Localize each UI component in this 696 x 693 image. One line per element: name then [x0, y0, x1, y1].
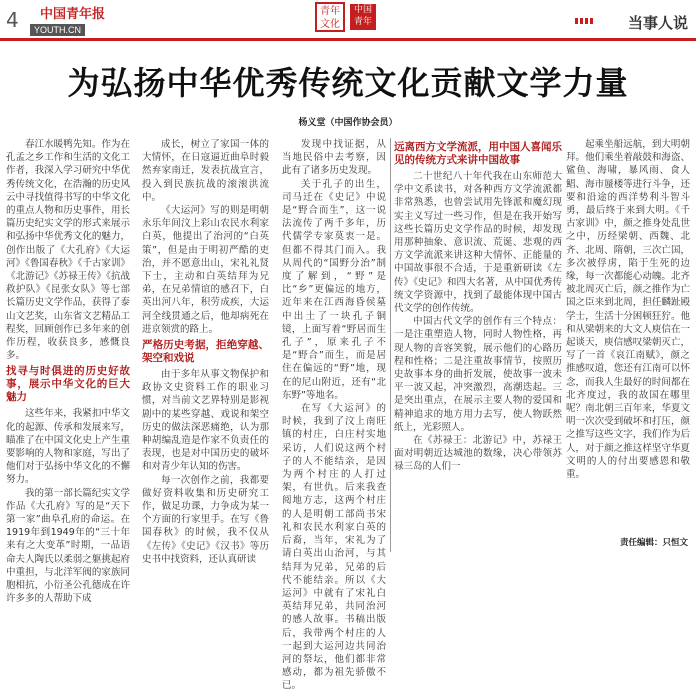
paragraph: 关于孔子的出生，司马迁在《史记》中说是“野合而生”，这一说法流传了两千多年，历代儒学专家莫衷一是。但都不得其门而入。我从周代的“国野分治”制度了解到，“野”是比“乡”更偏远的地方，近年来在江西海昏侯墓中出土了一块孔子铜镜，上面写着“野居而生孔子”，原来孔子不是“野合”而生，而是居住在偏远的“野”地，现在的尼山附近，还有“北东野”等地名。: [282, 178, 386, 401]
column-divider: [390, 138, 391, 552]
article-column-3: [282, 138, 386, 692]
column-seal: 青年文化: [315, 2, 345, 32]
page-number: 4: [6, 8, 19, 32]
article-column-4: [394, 138, 562, 552]
paragraph: 发现中找证据，从当地民俗中去考察，因此有了诸多历史发现。: [282, 139, 386, 177]
paragraph: 每一次创作之前，我都要做好资料收集和历史研究工作，做足功课，力争成为某一个方面的行家里手。在写《鲁国春秋》的时候，我不仅从《左传》《史记》《汉书》等历史书中找资料，还认真研读: [142, 474, 269, 565]
paragraph: 中国古代文学的创作有三个特点：一是注重塑造人物，同时人物性格，再现人物的音容笑貌，展示他们的心路历程和性格；二是注重故事情节，按照历史故事本身的曲折发展，使故事一波未平一波又起，冲突激烈，高潮迭起。三是突出重点，在展示主要人物的爱国和精神追求的地方用力去写，使人物跃然纸上，光彩照人。: [394, 316, 562, 433]
paragraph: 这些年来，我紧扣中华文化的起源、传承和发展来写，瞄准了在中国文化史上产生重要影响的人物和家庭，写出了他们对于弘扬中华文化的不懈努力。: [6, 408, 130, 486]
paragraph: 成长，树立了家国一体的大情怀，在日寇逼近曲阜时毅然弃家南迁，发表抗战宣言，投入到民族抗战的滚滚洪流中。: [142, 139, 269, 203]
subheading: 远离西方文学流派，用中国人喜闻乐见的传统方式来讲中国故事: [394, 141, 562, 166]
section-title: 当事人说: [627, 14, 688, 32]
paragraph: 在写《大运河》的时候，我到了汶上南旺镇的村庄，白庄村实地采访，人们说这两个村子的人不能结亲，是因为两个村庄的人打过架，有世仇。后来我查阅地方志，这两个村庄的人是明朝工部尚书宋礼和农民水利家白英的后裔，当年，宋礼为了请白英出山治河，与其结拜为兄弟，兄弟的后代不能结亲。所以《大运河》中就有了宋礼白英结拜兄弟，共同治河的感人故事。书稿出版后，我带两个村庄的人一起到大运河边共同治河的祭坛，他们都非常感动，都为祖先骄傲不已。: [282, 403, 386, 692]
subheading: 严格历史考据，拒绝穿越、架空和戏说: [142, 339, 269, 365]
page-header: [0, 0, 696, 44]
subheading: 找寻与时俱进的历史好故事，展示中华文化的巨大魅力: [6, 365, 130, 404]
article-title: 为弘扬中华优秀传统文化贡献文学力量: [67, 64, 629, 102]
paragraph: 《大运河》写的则是明朝永乐年间汶上彩山农民水利家白英，他提出了治河的“白英策”，但是由于明初严酷的吏治，并不愿意出山，宋礼礼贤下士，主动和白英结拜为兄弟，在兄弟情谊的感召下，白英出河八年，积劳成疾，大运河全线贯通之后，他却病死在进京领赏的路上。: [142, 205, 269, 335]
article-column-1: [6, 138, 130, 605]
section-decoration: [575, 18, 595, 24]
site-url[interactable]: YOUTH.CN: [30, 24, 85, 36]
article-byline: 杨义堂（中国作协会员）: [298, 118, 398, 128]
column-seal-red: 中国青年: [350, 4, 376, 30]
newspaper-logo: 中国青年报: [40, 7, 106, 22]
paragraph: 由于多年从事文物保护和政协文史资料工作的职业习惯，对当前文艺界特别是影视剧中的某些穿越、戏说和架空历史的做法深恶痛绝，认为那种胡编乱造是作家不负责任的表现，也是对中国历史的破坏和对青少年认知的伤害。: [142, 369, 269, 473]
paragraph: 春江水暖鸭先知。作为在孔孟之乡工作和生活的文化工作者，我深入学习研究中华优秀传统文化，在浩瀚的历史风云中寻找值得书写的中华文化的重点人物和历史事件，用长篇历史纪实文学的形式来展示和弘扬中华优秀文化的魅力，创作出版了《大孔府》《大运河》《鲁国春秋》《千古家训》《北游记》《苏禄王传》《抗战救护队》《昆张女队》等七部长篇历史文学作品，获得了泰山文艺奖，山东省文艺精品工程奖，回顾创作已多年来的创作历程，收获良多，感慨良多。: [6, 139, 130, 362]
editor-credit: 责任编辑：只恒文: [616, 536, 688, 548]
paragraph: 我的第一部长篇纪实文学作品《大孔府》写的是“天下第一家”曲阜孔府的命运。在1919年到1949年的“三十年来有之大变革”时期，一品语命夫人陶氏以柔弱之躯挑起府中重担，与北洋军阀的家族同胞相抗，小衍圣公孔德成在许许多多的人帮助下成: [6, 487, 130, 605]
article-column-5: [566, 138, 690, 552]
paragraph: 二十世纪八十年代我在山东师范大学中文系读书，对各种西方文学流派都非常熟悉，也曾尝试用先锋派和魔幻现实主义写过一些习作，但是在我开始写这些长篇历史文学作品的时候，却发现用那种抽象、意识流、荒诞、悲观的西方文学流派来讲这种大情怀、正能量的中国故事很不合适，于是重新研读《左传》《史记》和四大名著，从中国优秀传统文学资源中，找到了最能体现中国古代文学的创作传统。: [394, 171, 562, 315]
header-rule: [0, 38, 696, 41]
paragraph: 起乘坐船远航，到大明朝拜。他们乘坐着敲鼓和海盗、鲨鱼、海啸，暴风雨、食人鲳、海市蜃楼等进行斗争，还要和沿途的西洋势利斗智斗勇，最后终于来到大明。《千古家训》中，颜之推身处乱世之中，历经梁朝、西魏、北齐、北周、隋朝，三次亡国，多次被俘虏，陷于生死的边缘，每一次都能心动魄。北齐被北周灭亡后，颜之推作为亡国之臣来到北周，担任麟趾殿学士，生活十分困顿狂狞。他和从梁朝来的大文人庾信在一起谈天，庾信感叹梁朝灭亡，写了一首《哀江南赋》，颜之推感叹道，您还有江南可以怀念，而我人生最好的时间都在北齐度过，我的故国在哪里呢？南北朝三百年来，华夏文明一次次受到破坏和打压，颜之推写这些文字，我们作为后人，对于颜之推这样坚守华夏文明的人的付出要感恩和敬重。: [566, 139, 690, 481]
paragraph: 在《苏禄王：北游记》中，苏禄王面对明朝近达城池的数缘，决心带领苏禄三岛的人们一: [394, 435, 562, 473]
article-column-2: [142, 138, 269, 565]
